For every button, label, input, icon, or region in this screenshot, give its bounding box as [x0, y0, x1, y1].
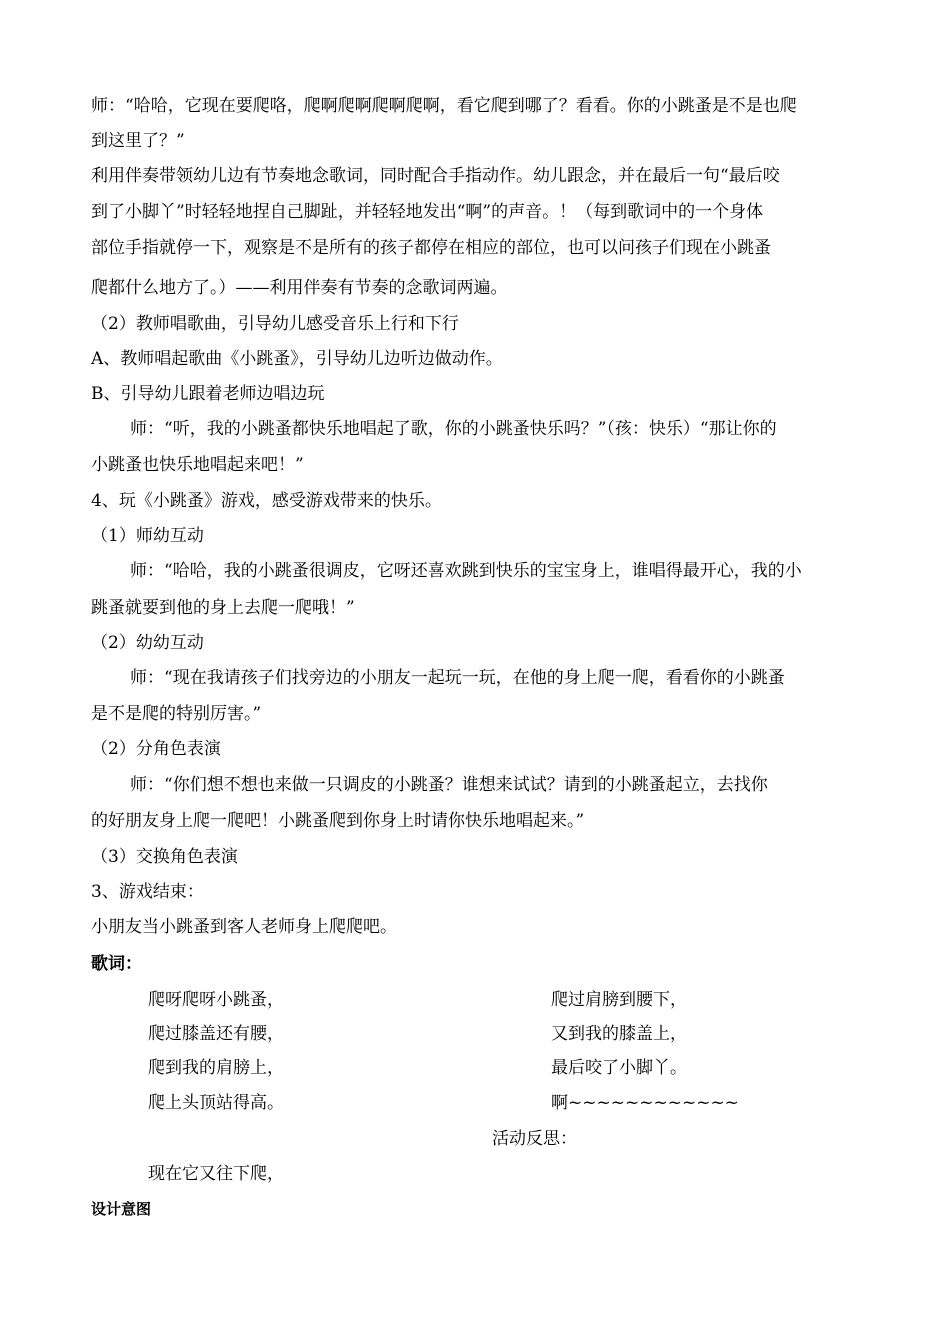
lyric-line: 爬到我的肩膀上， — [148, 1058, 284, 1078]
lyric-line: 爬过膝盖还有腰， — [148, 1024, 284, 1044]
dialogue-line: 是不是爬的特别厉害。” — [91, 704, 262, 724]
paragraph-line: 到了小脚丫”时轻轻地捏自己脚趾，并轻轻地发出“啊”的声音。！（每到歌词中的一个身体 — [91, 202, 764, 222]
lyric-line: 又到我的膝盖上， — [551, 1024, 687, 1044]
paragraph-line: A、教师唱起歌曲《小跳蚤》，引导幼儿边听边做动作。 — [91, 349, 503, 369]
lyric-line: 现在它又往下爬， — [148, 1164, 284, 1184]
subsection-heading: （2）幼幼互动 — [91, 633, 204, 653]
subsection-heading: （1）师幼互动 — [91, 526, 204, 546]
subsection-heading: （2）分角色表演 — [91, 739, 221, 759]
paragraph-line: 到这里了？” — [91, 131, 185, 151]
paragraph-line: 部位手指就停一下，观察是不是所有的孩子都停在相应的部位，也可以问孩子们现在小跳蚤 — [91, 238, 771, 258]
section-heading: 3、游戏结束： — [91, 882, 204, 902]
paragraph-line: 师：“哈哈，它现在要爬咯，爬啊爬啊爬啊爬啊，看它爬到哪了？看看。你的小跳蚤是不是也爬 — [91, 96, 797, 116]
dialogue-line: 师：“哈哈，我的小跳蚤很调皮，它呀还喜欢跳到快乐的宝宝身上，谁唱得最开心，我的小 — [130, 561, 802, 581]
reflection-heading: 活动反思： — [492, 1129, 577, 1149]
lyrics-heading: 歌词： — [91, 954, 142, 974]
dialogue-line: 小跳蚤也快乐地唱起来吧！” — [91, 455, 304, 475]
subsection-heading: （3）交换角色表演 — [91, 847, 238, 867]
dialogue-line: 师：“现在我请孩子们找旁边的小朋友一起玩一玩，在他的身上爬一爬，看看你的小跳蚤 — [130, 668, 785, 688]
section-heading: （2）教师唱歌曲，引导幼儿感受音乐上行和下行 — [91, 314, 459, 334]
dialogue-line: 师：“你们想不想也来做一只调皮的小跳蚤？谁想来试试？请到的小跳蚤起立，去找你 — [130, 775, 768, 795]
paragraph-line: 爬都什么地方了。）——利用伴奏有节奏的念歌词两遍。 — [91, 278, 508, 298]
dialogue-line: 跳蚤就要到他的身上去爬一爬哦！” — [91, 598, 355, 618]
design-heading: 设计意图 — [91, 1200, 152, 1218]
paragraph-line: B、引导幼儿跟着老师边唱边玩 — [91, 384, 325, 404]
dialogue-line: 的好朋友身上爬一爬吧！小跳蚤爬到你身上时请你快乐地唱起来。” — [91, 811, 585, 831]
lyric-line: 最后咬了小脚丫。 — [551, 1058, 687, 1078]
lyric-line: 爬呀爬呀小跳蚤， — [148, 990, 284, 1010]
lyric-line: 啊~~~~~~~~~~~~ — [551, 1093, 739, 1113]
lyric-line: 爬上头顶站得高。 — [148, 1093, 284, 1113]
dialogue-line: 师：“听，我的小跳蚤都快乐地唱起了歌，你的小跳蚤快乐吗？”（孩：快乐）“那让你的 — [130, 419, 777, 439]
lyric-line: 爬过肩膀到腰下， — [551, 990, 687, 1010]
section-heading: 4、玩《小跳蚤》游戏，感受游戏带来的快乐。 — [91, 491, 442, 511]
paragraph-line: 小朋友当小跳蚤到客人老师身上爬爬吧。 — [91, 917, 397, 937]
paragraph-line: 利用伴奏带领幼儿边有节奏地念歌词，同时配合手指动作。幼儿跟念，并在最后一句“最后咬 — [91, 166, 780, 186]
